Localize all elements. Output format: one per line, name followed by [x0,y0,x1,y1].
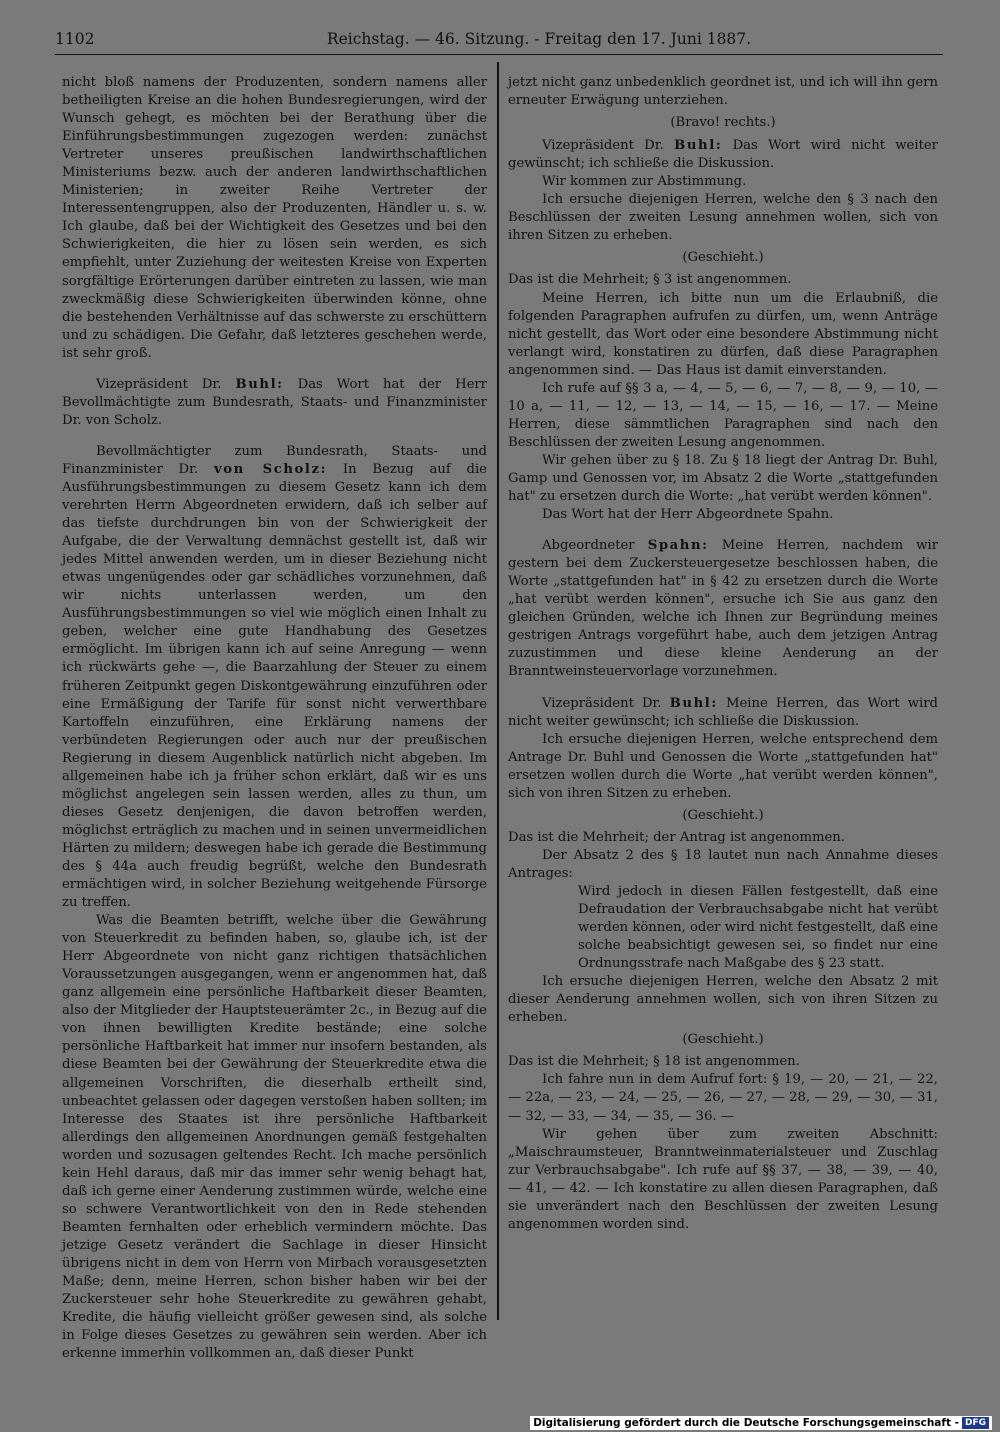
right-column [508,74,938,1234]
speaker-name: von Scholz: [213,461,328,477]
paragraph: Ich ersuche diejenigen Herren, welche entsprechend dem Antrage Dr. Buhl und Genossen die Worte „stattgefunden hat" ersetzen wollen durch die Worte „hat verübt werden können", sich von ihren Sitzen zu erheben. [508,731,938,801]
paragraph: Das ist die Mehrheit; der Antrag ist angenommen. [508,829,845,845]
speech-text: Meine Herren, nachdem wir gestern bei dem Zuckersteuergesetze beschlossen haben, die Worte „stattgefunden hat" in § 42 zu ersetzen durch die Worte „hat verübt werden können", ersuche ich Sie aus ganz den gleichen Gründen, welche ich Ihnen zur Begründung meines gestrigen Antrags vorgeführt habe, auch dem jetzigen Antrag zuzustimmen und diese kleine Aenderung an der Branntweinsteuervorlage vorzunehmen. [508,538,938,680]
speaker-paragraph [508,137,938,173]
speaker-name: Spahn: [647,538,709,554]
speaker-title: Vizepräsident Dr. [542,138,664,154]
speaker-paragraph [62,443,487,912]
stage-direction: (Geschieht.) [682,807,764,823]
stage-direction: (Geschieht.) [682,250,764,266]
quoted-text: Wird jedoch in diesen Fällen festgestellt, daß eine Defraudation der Verbrauchsabgabe nicht hat verübt werden können, oder wird nicht festgestellt, daß eine solche beabsichtigt gewesen sei, so findet nur eine Ordnungsstrafe nach Maßgabe des § 23 statt. [578,883,938,972]
paragraph: jetzt nicht ganz unbedenklich geordnet ist, und ich will ihn gern erneuter Erwägung unterziehen. [508,75,938,109]
speaker-title: Abgeordneter [542,538,635,554]
speaker-name: Buhl: [674,138,723,154]
page-header [55,28,943,55]
speaker-title: Vizepräsident Dr. [96,376,222,392]
paragraph: nicht bloß namens der Produzenten, sondern namens aller betheiligten Kreise an die hohen Bundesregierungen, wird der Wunsch gehegt, es möchten bei der Berathung über die Einführungsbestimmungen zugezogen werden: zunächst Vertreter unseres preußischen landwirthschaftlichen Ministeriums bezw. auch der anderen landwirthschaftlichen Ministerien; in zweiter Reihe Vertreter der Interessentengruppen, also der Produzenten, Händler u. s. w. Ich glaube, daß bei der Wichtigkeit des Gesetzes und bei den Schwierigkeiten, die hier zu lösen sein werden, es sich empfiehlt, unter Zuziehung der weitesten Kreise von Experten sorgfältige Erörterungen darüber eintreten zu lassen, wie man zweckmäßig diese Schwierigkeiten überwinden könne, ohne die bestehenden Verhältnisse auf das schwerste zu erschüttern und zu schädigen. Die Gefahr, daß letzteres geschehen werde, ist sehr groß. [62,75,487,361]
paragraph: Wir gehen über zu § 18. Zu § 18 liegt der Antrag Dr. Buhl, Gamp und Genossen vor, im Absatz 2 die Worte „stattgefunden hat" zu ersetzen durch die Worte: „hat verübt werden können". [508,452,938,505]
paragraph: Ich rufe auf §§ 3 a, — 4, — 5, — 6, — 7, — 8, — 9, — 10, — 10 a, — 11, — 12, — 13, — 14, — 15, — 16, — 17. — Meine Herren, diese sämmtlichen Paragraphen sind nach den Beschlüssen der zweiten Lesung angenommen. [508,380,938,450]
speaker-name: Buhl: [235,376,284,392]
speaker-paragraph [508,695,938,731]
paragraph: Was die Beamten betrifft, welche über die Gewährung von Steuerkredit zu befinden haben, so, glaube ich, ist der Herr Abgeordnete von nicht ganz richtigen thatsächlichen Voraussetzungen ausgegangen, wenn er angenommen hat, daß ganz allgemein eine persönliche Haftbarkeit dieser Beamten, also der Mitglieder der Hauptsteuerämter 2c., in Bezug auf die von ihnen bewilligten Kredite bestände; eine solche persönliche Haftbarkeit hat immer nur insofern bestanden, als diese Beamten bei der Gewährung der Steuerkredite etwa die allgemeinen Vorschriften, die dieserhalb ertheilt sind, unbeachtet gelassen oder dagegen verstoßen haben sollten; im Interesse des Staates ist ihre persönliche Haftbarkeit allerdings den allgemeinen Anordnungen gemäß festgehalten worden und sozusagen geltendes Recht. Ich mache persönlich kein Hehl daraus, daß mir das immer sehr wenig behagt hat, daß ich gerne einer Aenderung zustimmen würde, welche eine so schwere Verantwortlichkeit von den in Rede stehenden Beamten fernhalten oder erheblich vermindern möchte. Das jetzige Gesetz verändert die Sachlage in dieser Hinsicht übrigens nicht in dem von Herrn von Mirbach vorausgesetzten Maße; denn, meine Herren, schon bisher haben wir bei der Zuckersteuer sehr hohe Steuerkredite zu gewähren gehabt, Kredite, die häufig vielleicht größer gewesen sind, als solche in Folge dieses Gesetzes zu gewähren sein werden. Aber ich erkenne immerhin vollkommen an, daß dieser Punkt [62,913,487,1362]
paragraph: Der Absatz 2 des § 18 lautet nun nach Annahme dieses Antrages: [508,847,938,881]
stage-direction: (Bravo! rechts.) [670,115,776,131]
digitization-footer [530,1416,992,1430]
speaker-name: Buhl: [669,695,718,711]
speech-text: Das Wort hat der Herr Bevollmächtigte zum Bundesrath, Staats- und Finanzminister Dr. von Scholz. [62,376,487,428]
paragraph: Meine Herren, ich bitte nun um die Erlaubniß, die folgenden Paragraphen aufrufen zu dürfen, um, wenn Anträge nicht gestellt, das Wort oder eine besondere Abstimmung nicht verlangt wird, konstatiren zu dürfen, daß diese Paragraphen angenommen sind. — Das Haus ist damit einverstanden. [508,290,938,378]
dfg-logo: DFG [962,1417,989,1429]
paragraph: Das Wort hat der Herr Abgeordnete Spahn. [542,507,834,523]
running-title: Reichstag. — 46. Sitzung. - Freitag den 17. Juni 1887. [326,30,752,48]
speech-text: In Bezug auf die Ausführungsbestimmungen zu diesem Gesetz kann ich dem verehrten Herrn Abgeordneten erwidern, daß ich selber auf das tiefste durchdrungen bin von der Schwierigkeit der Aufgabe, die der Verwaltung demnächst gestellt ist, daß wir jedes Mittel anwenden werden, um in dieser Beziehung nicht etwas ungenügendes oder gar schädliches vorzunehmen, daß wir nichts unterlassen werden, um den Ausführungsbestimmungen so viel wie möglich einen Inhalt zu geben, welcher eine gute Handhabung des Gesetzes ermöglicht. Im übrigen kann ich auf seine Anregung — wenn ich rückwärts gehe —, die Baarzahlung der Steuer zu einem früheren Zeitpunkt gegen Diskontgewährung einzuführen oder eine Ermäßigung der Tarife für sonst nicht verwerthbare Kartoffeln einzuführen, eine Erklärung namens der verbündeten Regierungen oder auch nur der preußischen Regierung in diesem Augenblick natürlich nicht abgeben. Im allgemeinen habe ich ja früher schon erklärt, daß wir es uns möglichst angelegen sein lassen werden, alles zu thun, um dieses Gesetz denjenigen, die davon betroffen werden, möglichst erträglich zu machen und in seinen unvermeidlichen Härten zu mildern; deswegen habe ich gerade die Bestimmung des § 44a auch freudig begrüßt, welche den Bundesrath ermächtigen wird, in solcher Beziehung weitgehende Fürsorge zu treffen. [62,461,487,911]
speaker-title: Vizepräsident Dr. [542,695,662,711]
speaker-title: Bevollmächtigter zum Bundesrath, Staats- und Finanzminister Dr. [62,443,487,477]
footer-text: Digitalisierung gefördert durch die Deutsche Forschungsgemeinschaft - [533,1417,959,1429]
speaker-paragraph [508,537,938,681]
paragraph: Wir kommen zur Abstimmung. [542,174,747,190]
paragraph: Ich fahre nun in dem Aufruf fort: § 19, — 20, — 21, — 22, — 22a, — 23, — 24, — 25, — 26, — 27, — 28, — 29, — 30, — 31, — 32, — 33, — 34, — 35, — 36. — [508,1072,938,1124]
paragraph: Ich ersuche diejenigen Herren, welche den Absatz 2 mit dieser Aenderung annehmen wollen, sich von ihren Sitzen zu erheben. [508,974,938,1026]
stage-direction: (Geschieht.) [682,1032,764,1048]
paragraph: Das ist die Mehrheit; § 3 ist angenommen. [508,272,792,288]
speech-text: Meine Herren, das Wort wird nicht weiter gewünscht; ich schließe die Diskussion. [508,695,938,729]
speech-text: Das Wort wird nicht weiter gewünscht; ich schließe die Diskussion. [508,138,938,172]
speaker-paragraph [62,376,487,430]
column-divider [497,62,499,1320]
page-number: 1102 [55,30,95,48]
paragraph: Ich ersuche diejenigen Herren, welche den § 3 nach den Beschlüssen der zweiten Lesung annehmen wollen, sich von ihren Sitzen zu erheben. [508,192,938,244]
left-column [62,74,487,1363]
paragraph: Das ist die Mehrheit; § 18 ist angenommen. [508,1054,800,1070]
paragraph: Wir gehen über zum zweiten Abschnitt: „Maischraumsteuer, Branntweinmaterialsteuer und Zuschlag zur Verbrauchsabgabe". Ich rufe auf §§ 37, — 38, — 39, — 40, — 41, — 42. — Ich konstatire zu allen diesen Paragraphen, daß sie unverändert nach den Beschlüssen der zweiten Lesung angenommen worden sind. [508,1126,938,1232]
